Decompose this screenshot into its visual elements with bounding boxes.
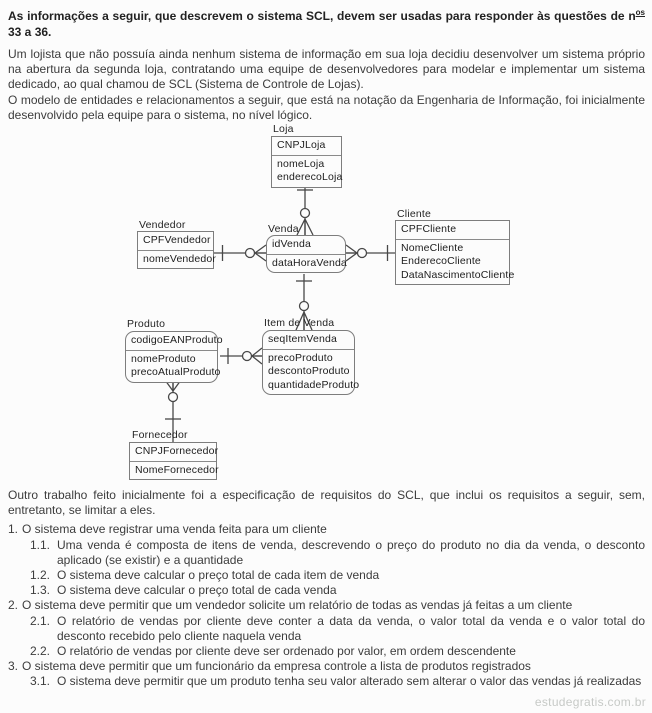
entity-key-attr: CPFVendedor [143,234,211,247]
entity-key-attr: CPFCliente [401,223,457,236]
crow-foot-icon [346,245,357,261]
entity-attr: EnderecoCliente [401,255,481,268]
entity-attr: nomeVendedor [143,252,217,265]
cardinality-zero-icon [246,249,255,258]
requirement-text: O sistema deve permitir que um vendedor solicite um relatório de todas as vendas já feitas a um cliente [22,598,573,613]
rel-produto-itemvenda [220,348,262,364]
requirement-item [30,583,645,598]
entity-box [271,136,342,188]
entity-key-attr: CNPJFornecedor [135,445,219,458]
requirement-text: O sistema deve registrar uma venda feita para um cliente [22,522,327,537]
entity-key-attr: seqItemVenda [268,333,337,346]
entity-key-attr: CNPJLoja [277,139,326,152]
rel-loja-venda [297,184,313,235]
watermark: estudegratis.com.br [534,695,646,709]
cardinality-zero-icon [301,209,310,218]
entity-attr: quantidadeProduto [268,378,360,391]
paragraph-lojista: Um lojista que não possuía ainda nenhum sistema de informação em sua loja decidiu desenvolver um sistema próprio na abertura da segunda loja, contratando uma equipe de desenvolvedores para modelar e implementar um sistema dedicado, ao qual chamou de SCL (Sistema de Controle de Lojas). [8,47,645,92]
entity-name: Item de Venda [264,317,335,330]
requirement-item [30,644,645,659]
entity-attr: precoProduto [268,351,333,364]
intro-heading [8,8,645,40]
entity-attr: NomeCliente [401,241,464,254]
entity-attr: descontoProduto [268,365,350,378]
requirement-number: 1.2. [30,568,51,583]
requirement-text: O sistema deve calcular o preço total de cada venda [57,583,337,598]
requirement-text: O relatório de vendas por cliente deve conter a data da venda, o valor total da venda e o valor total do desconto recebido pelo cliente naquela venda [57,613,645,643]
requirement-item [8,522,645,537]
requirement-number: 3.1. [30,674,51,689]
entity-attr: nomeLoja [277,157,325,170]
entity-box [262,330,360,395]
er-diagram [0,123,652,483]
requirement-text: Uma venda é composta de itens de venda, descrevendo o preço do produto no dia da venda, o desconto aplicado (se existir) e a quantidade [57,537,645,567]
requirement-number: 2.1. [30,613,51,628]
entity-box [129,442,217,480]
entity-name: Venda [268,223,299,236]
entity-name: Produto [127,318,166,331]
entity-box [266,235,346,273]
crow-foot-icon [297,219,313,235]
cardinality-zero-icon [169,393,178,402]
requirement-text: O sistema deve permitir que um produto tenha seu valor alterado sem alterar o valor das vendas já realizadas [57,674,642,689]
entity-attr: nomeProduto [131,352,196,365]
entity-attr: precoAtualProduto [131,366,221,379]
entity-key-attr: idVenda [272,238,312,251]
entity-attr: NomeFornecedor [135,463,219,476]
entity-box [395,220,515,285]
entity-attr: DataNascimentoCliente [401,268,515,281]
intro-heading-tail: 33 a 36. [8,25,52,39]
requirement-text: O relatório de vendas por cliente deve ser ordenado por valor, em ordem descendente [57,644,516,659]
cardinality-zero-icon [300,302,309,311]
ordinal-superscript: os [635,8,645,17]
paragraph-requisitos: Outro trabalho feito inicialmente foi a especificação de requisitos do SCL, que inclui os requisitos a seguir, sem, entretanto, se limitar a eles. [8,488,645,518]
crow-foot-icon [255,245,266,261]
requirement-text: O sistema deve permitir que um funcionário da empresa controle a lista de produtos registrados [22,659,531,674]
cardinality-zero-icon [358,249,367,258]
rel-vendedor-venda [214,245,266,261]
requirement-number: 2.2. [30,644,51,659]
entity-box [125,331,223,383]
page-content [0,0,652,123]
requirement-text: O sistema deve calcular o preço total de cada item de venda [57,568,380,583]
requirements-list [8,522,645,689]
requirement-number: 2. [8,598,19,613]
entity-key-attr: codigoEANProduto [131,334,223,347]
requirement-item [30,538,645,568]
paragraph-modelo: O modelo de entidades e relacionamentos a seguir, que está na notação da Engenharia de Informação, foi inicialmente desenvolvido pela equipe para o sistema, no nível lógico. [8,92,645,122]
requirement-number: 1.1. [30,537,51,552]
requirement-number: 1.3. [30,583,51,598]
crow-foot-icon [252,348,262,364]
intro-heading-text: As informações a seguir, que descrevem o sistema SCL, devem ser usadas para responder às questões de n [8,9,636,23]
requirements-section [0,483,652,690]
entity-attr: enderecoLoja [277,171,343,184]
requirement-item [30,614,645,644]
entity-name: Cliente [397,208,432,221]
requirement-item [30,568,645,583]
requirement-item [8,659,645,674]
requirement-number: 1. [8,522,19,537]
entity-box [137,231,217,269]
requirement-item [30,674,645,689]
entity-name: Loja [273,123,294,136]
requirement-number: 3. [8,659,19,674]
cardinality-zero-icon [243,352,252,361]
entity-name: Vendedor [139,219,186,232]
requirement-item [8,598,645,613]
context-paragraphs [8,47,645,123]
entity-name: Fornecedor [132,429,188,442]
rel-venda-cliente [346,245,395,261]
entity-attr: dataHoraVenda [272,256,347,269]
